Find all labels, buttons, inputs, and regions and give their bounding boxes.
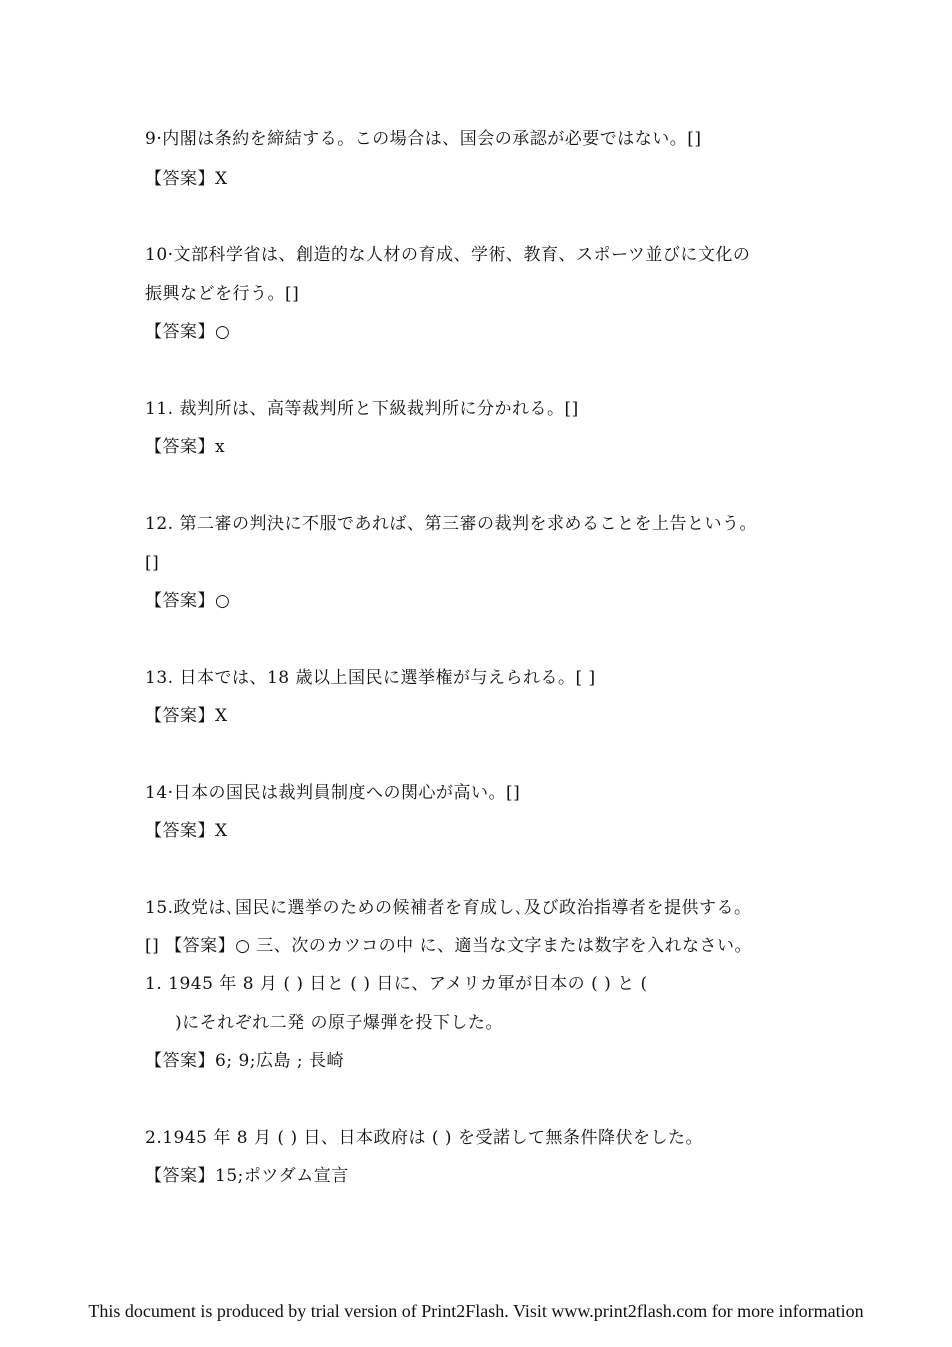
question-12-line-2: []	[145, 553, 160, 573]
question-15-line-1: 15.政党は､国民に選挙のための候補者を育成し､及び政治指導者を提供する｡	[145, 898, 744, 918]
fill-answer-1: 【答案】6; 9;広島 ; 長崎	[145, 1051, 345, 1071]
fill-answer-2: 【答案】15;ポツダム宣言	[145, 1166, 349, 1186]
answer-9: 【答案】X	[145, 169, 228, 189]
fill-question-1-line-1: 1. 1945 年 8 月 ( ) 日と ( ) 日に、アメリカ軍が日本の ( ) と (	[145, 974, 648, 994]
question-13: 13. 日本では、18 歳以上国民に選挙権が与えられる。[ ]	[145, 668, 596, 688]
answer-11: 【答案】x	[145, 437, 226, 457]
question-9: 9·内閣は条約を締結する。この場合は、国会の承認が必要ではない。[]	[145, 129, 702, 149]
answer-10: 【答案】○	[145, 322, 231, 342]
question-12-line-1: 12. 第二審の判決に不服であれば、第三審の裁判を求めることを上告という。	[145, 514, 757, 534]
fill-question-1-line-2: )にそれぞれ二発 の原子爆弾を投下した。	[175, 1013, 504, 1033]
fill-question-2: 2.1945 年 8 月 ( ) 日、日本政府は ( ) を受諾して無条件降伏をした。	[145, 1128, 703, 1148]
answer-14: 【答案】X	[145, 821, 228, 841]
trial-watermark-footer: This document is produced by trial version of Print2Flash. Visit www.print2flash.com for more information	[88, 1301, 864, 1321]
question-15-line-2: [] 【答案】○ 三、次のカツコの中 に、適当な文字または数字を入れなさい。	[145, 936, 752, 956]
question-14: 14·日本の国民は裁判員制度への関心が高い。[]	[145, 783, 521, 803]
question-10-line-2: 振興などを行う。[]	[145, 284, 300, 304]
answer-12: 【答案】○	[145, 591, 231, 611]
answer-13: 【答案】X	[145, 706, 228, 726]
question-11: 11. 裁判所は、高等裁判所と下級裁判所に分かれる。[]	[145, 399, 579, 419]
question-10-line-1: 10·文部科学省は、創造的な人材の育成、学術、教育、スポーツ並びに文化の	[145, 245, 751, 265]
